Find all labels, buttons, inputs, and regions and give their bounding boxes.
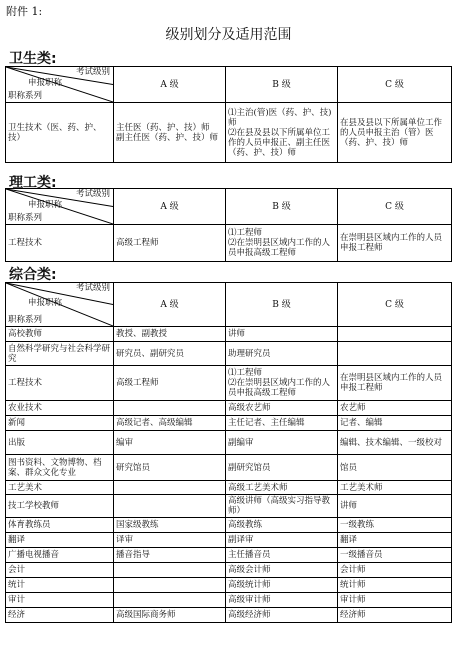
cell-level-c [338,342,452,366]
col-header-c: C 级 [338,283,452,327]
diag-exam-level: 考试级别 [75,189,110,199]
cell-level-b: 高级经济师 [226,608,338,623]
table-row [6,431,452,455]
section-title-comprehensive: 综合类: [9,267,57,283]
cell-level-c: 翻译 [338,533,452,548]
table-row [6,518,452,533]
cell-level-b: 高级统计师 [226,578,338,593]
cell-level-b: 副译审 [226,533,338,548]
cell-level-b: ⑴工程师 ⑵在崇明县区域内工作的人员申报高级工程师 [226,225,338,262]
header-row [6,189,452,225]
cell-level-c: 讲师 [338,495,452,518]
cell-level-c: 会计师 [338,563,452,578]
table-comprehensive [5,282,452,623]
table-row [6,327,452,342]
cell-series: 新闻 [6,416,114,431]
table-row [6,342,452,366]
cell-level-b: 高级工艺美术师 [226,481,338,495]
cell-level-b: 讲师 [226,327,338,342]
cell-level-a: 研究馆员 [114,455,226,481]
table-row [6,593,452,608]
cell-level-a: 高级工程师 [114,225,226,262]
diag-exam-level: 考试级别 [75,283,110,293]
table-row [6,416,452,431]
table-row [6,225,452,262]
diagonal-header-cell [6,67,114,103]
table-row [6,578,452,593]
cell-level-a [114,481,226,495]
cell-series: 图书资料、文物博物、档案、群众文化专业 [6,455,114,481]
cell-series: 广播电视播音 [6,548,114,563]
col-header-a: A 级 [114,67,226,103]
col-header-c: C 级 [338,189,452,225]
diag-apply-title: 申报职称 [28,78,63,88]
header-row [6,283,452,327]
table-row [6,103,452,163]
cell-level-b: 高级会计师 [226,563,338,578]
cell-level-a: 编审 [114,431,226,455]
cell-level-c: 农艺师 [338,401,452,416]
cell-level-a: 播音指导 [114,548,226,563]
cell-level-b: ⑴主治(管)医（药、护、技)师 ⑵在县及县以下所属单位工作的人员申报正、副主任医（药、护、技）师 [226,103,338,163]
col-header-c: C 级 [338,67,452,103]
cell-series: 经济 [6,608,114,623]
table-row [6,548,452,563]
cell-level-b: 高级审计师 [226,593,338,608]
cell-series: 工程技术 [6,225,114,262]
col-header-b: B 级 [226,189,338,225]
table-row [6,533,452,548]
cell-level-b: 副研究馆员 [226,455,338,481]
table-row [6,455,452,481]
cell-level-a: 国家级教练 [114,518,226,533]
diagonal-header-cell [6,283,114,327]
table-science-engineering [5,188,452,262]
cell-level-a [114,578,226,593]
document-title: 级别划分及适用范围 [165,27,292,43]
cell-level-c: 馆员 [338,455,452,481]
cell-level-c: 审计师 [338,593,452,608]
cell-level-a: 译审 [114,533,226,548]
col-header-b: B 级 [226,283,338,327]
cell-level-b: 主任记者、主任编辑 [226,416,338,431]
cell-level-b: 高级讲师（高级实习指导教师） [226,495,338,518]
cell-level-a: 高级国际商务师 [114,608,226,623]
section-title-health: 卫生类: [9,51,57,67]
cell-level-a [114,401,226,416]
cell-series: 工艺美术 [6,481,114,495]
cell-level-c: 一级播音员 [338,548,452,563]
cell-level-c: 工艺美术师 [338,481,452,495]
cell-level-c: 记者、编辑 [338,416,452,431]
cell-level-a: 教授、副教授 [114,327,226,342]
section-title-science-engineering: 理工类: [9,175,57,191]
cell-series: 工程技术 [6,366,114,401]
cell-level-b: 高级教练 [226,518,338,533]
cell-level-a [114,495,226,518]
cell-level-c: 在崇明县区域内工作的人员申报工程师 [338,225,452,262]
table-row [6,563,452,578]
cell-level-c: 统计师 [338,578,452,593]
diag-apply-title: 申报职称 [28,298,63,308]
cell-series: 出版 [6,431,114,455]
cell-level-b: 主任播音员 [226,548,338,563]
cell-level-c: 在县及县以下所属单位工作的人员申报主治（管）医（药、护、技）师 [338,103,452,163]
diag-series: 职称系列 [8,213,43,223]
cell-series: 高校教师 [6,327,114,342]
cell-level-a: 高级记者、高级编辑 [114,416,226,431]
cell-level-b: ⑴工程师 ⑵在崇明县区域内工作的人员申报高级工程师 [226,366,338,401]
annex-label: 附件 1: [6,5,43,18]
diag-series: 职称系列 [8,315,43,325]
table-row [6,495,452,518]
table-row [6,401,452,416]
cell-level-a [114,563,226,578]
cell-level-c: 一级教练 [338,518,452,533]
cell-series: 自然科学研究与社会科学研究 [6,342,114,366]
cell-level-c: 编辑、技术编辑、一级校对 [338,431,452,455]
cell-level-c: 在崇明县区域内工作的人员申报工程师 [338,366,452,401]
header-row [6,67,452,103]
col-header-a: A 级 [114,283,226,327]
cell-level-b: 助理研究员 [226,342,338,366]
cell-level-a [114,593,226,608]
table-row [6,366,452,401]
diag-apply-title: 申报职称 [28,200,63,210]
cell-series: 翻译 [6,533,114,548]
cell-level-b: 高级农艺师 [226,401,338,416]
cell-series: 技工学校教师 [6,495,114,518]
cell-series: 农业技术 [6,401,114,416]
diagonal-header-cell [6,189,114,225]
table-row [6,481,452,495]
cell-level-a: 主任医（药、护、技）师 副主任医（药、护、技）师 [114,103,226,163]
col-header-b: B 级 [226,67,338,103]
col-header-a: A 级 [114,189,226,225]
cell-level-a: 高级工程师 [114,366,226,401]
cell-level-c: 经济师 [338,608,452,623]
table-health [5,66,452,163]
cell-level-b: 副编审 [226,431,338,455]
cell-series: 体育教练员 [6,518,114,533]
diag-exam-level: 考试级别 [75,67,110,77]
cell-level-a: 研究员、副研究员 [114,342,226,366]
cell-series: 统计 [6,578,114,593]
cell-series: 会计 [6,563,114,578]
cell-series: 卫生技术（医、药、护、技） [6,103,114,163]
cell-level-c [338,327,452,342]
cell-series: 审计 [6,593,114,608]
diag-series: 职称系列 [8,91,43,101]
table-row [6,608,452,623]
